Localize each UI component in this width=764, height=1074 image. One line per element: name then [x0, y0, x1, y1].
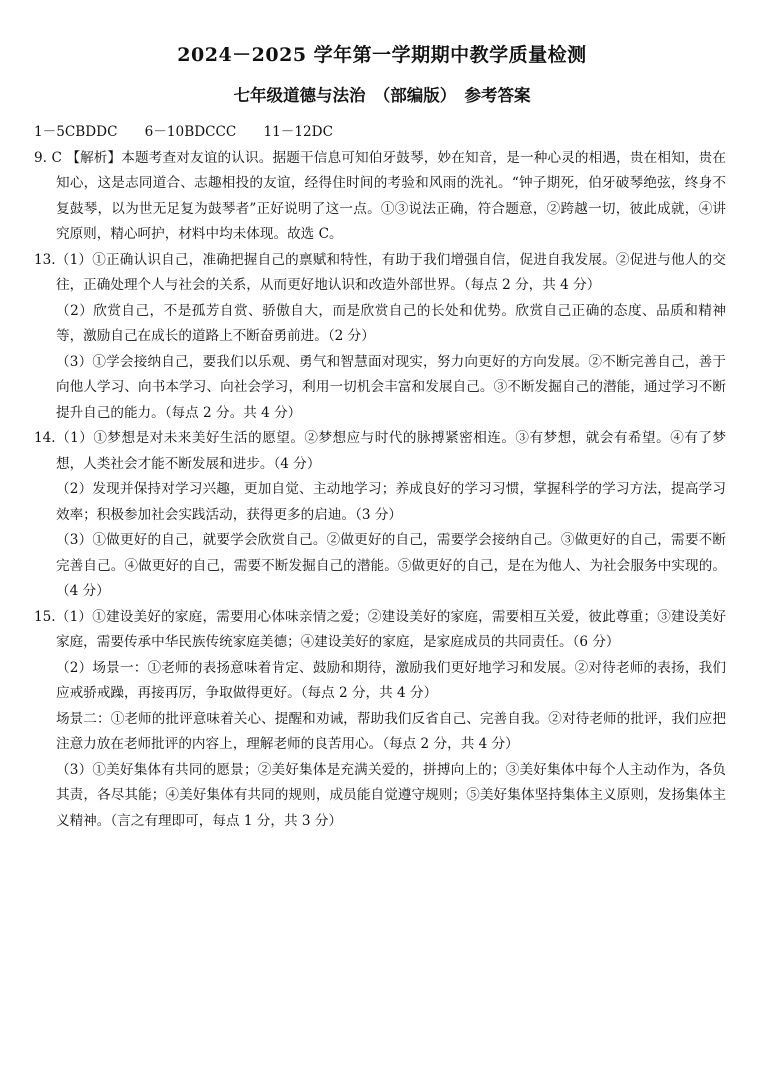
mcq-answers: 1－5CBDDC 6－10BDCCC 11－12DC	[34, 124, 333, 140]
answer-q14-part1: 14.（1）①梦想是对未来美好生活的愿望。②梦想应与时代的脉搏紧密相连。③有梦想，就会有希望。④有了梦想，人类社会才能不断发展和进步。（4 分）	[34, 430, 726, 472]
answer-q13-part1: 13.（1）①正确认识自己，准确把握自己的禀赋和特性，有助于我们增强自信，促进自我发展。②促进与他人的交往，正确处理个人与社会的关系，从而更好地认识和改造外部世界。（每点 2 分，共 4 分）	[34, 251, 726, 293]
answer-q15-part2-scene1: （2）场景一：①老师的表扬意味着肯定、鼓励和期待，激励我们更好地学习和发展。②对待老师的表扬，我们应戒骄戒躁，再接再厉，争取做得更好。（每点 2 分，共 4 分）	[56, 659, 726, 701]
answer-q15-part3: （3）①美好集体有共同的愿景；②美好集体是充满关爱的，拼搏向上的；③美好集体中每个人主动作为，各负其责，各尽其能；④美好集体有共同的规则，成员能自觉遵守规则；⑤美好集体坚持集体主义原则，发扬集体主义精神。（言之有理即可，每点 1 分，共 3 分）	[56, 761, 726, 829]
answer-q9: 9. C 【解析】本题考查对友谊的认识。据题干信息可知伯牙鼓琴，妙在知音，是一种心灵的相遇，贵在相知，贵在知心，这是志同道合、志趣相投的友谊，经得住时间的考验和风雨的洗礼。“钟子期死，伯牙破琴绝弦，终身不复鼓琴，以为世无足复为鼓琴者”正好说明了这一点。①③说法正确，符合题意，②跨越一切，彼此成就，④讲究原则，精心呵护，材料中均未体现。故选 C。	[34, 149, 726, 242]
answer-q15-part2-scene2: 场景二：①老师的批评意味着关心、提醒和劝诫，帮助我们反省自己、完善自我。②对待老师的批评，我们应把注意力放在老师批评的内容上，理解老师的良苦用心。（每点 2 分，共 4 分）	[56, 710, 726, 752]
answer-content	[34, 120, 726, 834]
answer-q15-part1: 15.（1）①建设美好的家庭，需要用心体味亲情之爱；②建设美好的家庭，需要相互关爱，彼此尊重；③建设美好家庭，需要传承中华民族传统家庭美德；④建设美好的家庭，是家庭成员的共同责任。（6 分）	[34, 608, 726, 650]
answer-q14-part2: （2）发现并保持对学习兴趣，更加自觉、主动地学习；养成良好的学习习惯，掌握科学的学习方法，提高学习效率；积极参加社会实践活动，获得更多的启迪。（3 分）	[56, 481, 726, 523]
answer-q13-part2: （2）欣赏自己，不是孤芳自赏、骄傲自大，而是欣赏自己的长处和优势。欣赏自己正确的态度、品质和精神等，激励自己在成长的道路上不断奋勇前进。（2 分）	[56, 302, 726, 344]
answer-q13-part3: （3）①学会接纳自己，要我们以乐观、勇气和智慧面对现实，努力向更好的方向发展。②不断完善自己，善于向他人学习、向书本学习、向社会学习，利用一切机会丰富和发展自己。③不断发掘自己的潜能，通过学习不断提升自己的能力。（每点 2 分。共 4 分）	[56, 353, 726, 421]
document-title: 2024－2025 学年第一学期期中教学质量检测	[177, 44, 587, 66]
answer-q14-part3: （3）①做更好的自己，就要学会欣赏自己。②做更好的自己，需要学会接纳自己。③做更好的自己，需要不断完善自己。④做更好的自己，需要不断发掘自己的潜能。⑤做更好的自己，是在为他人、为社会服务中实现的。（4 分）	[56, 532, 726, 599]
document-subtitle: 七年级道德与法治 （部编版） 参考答案	[233, 86, 531, 105]
